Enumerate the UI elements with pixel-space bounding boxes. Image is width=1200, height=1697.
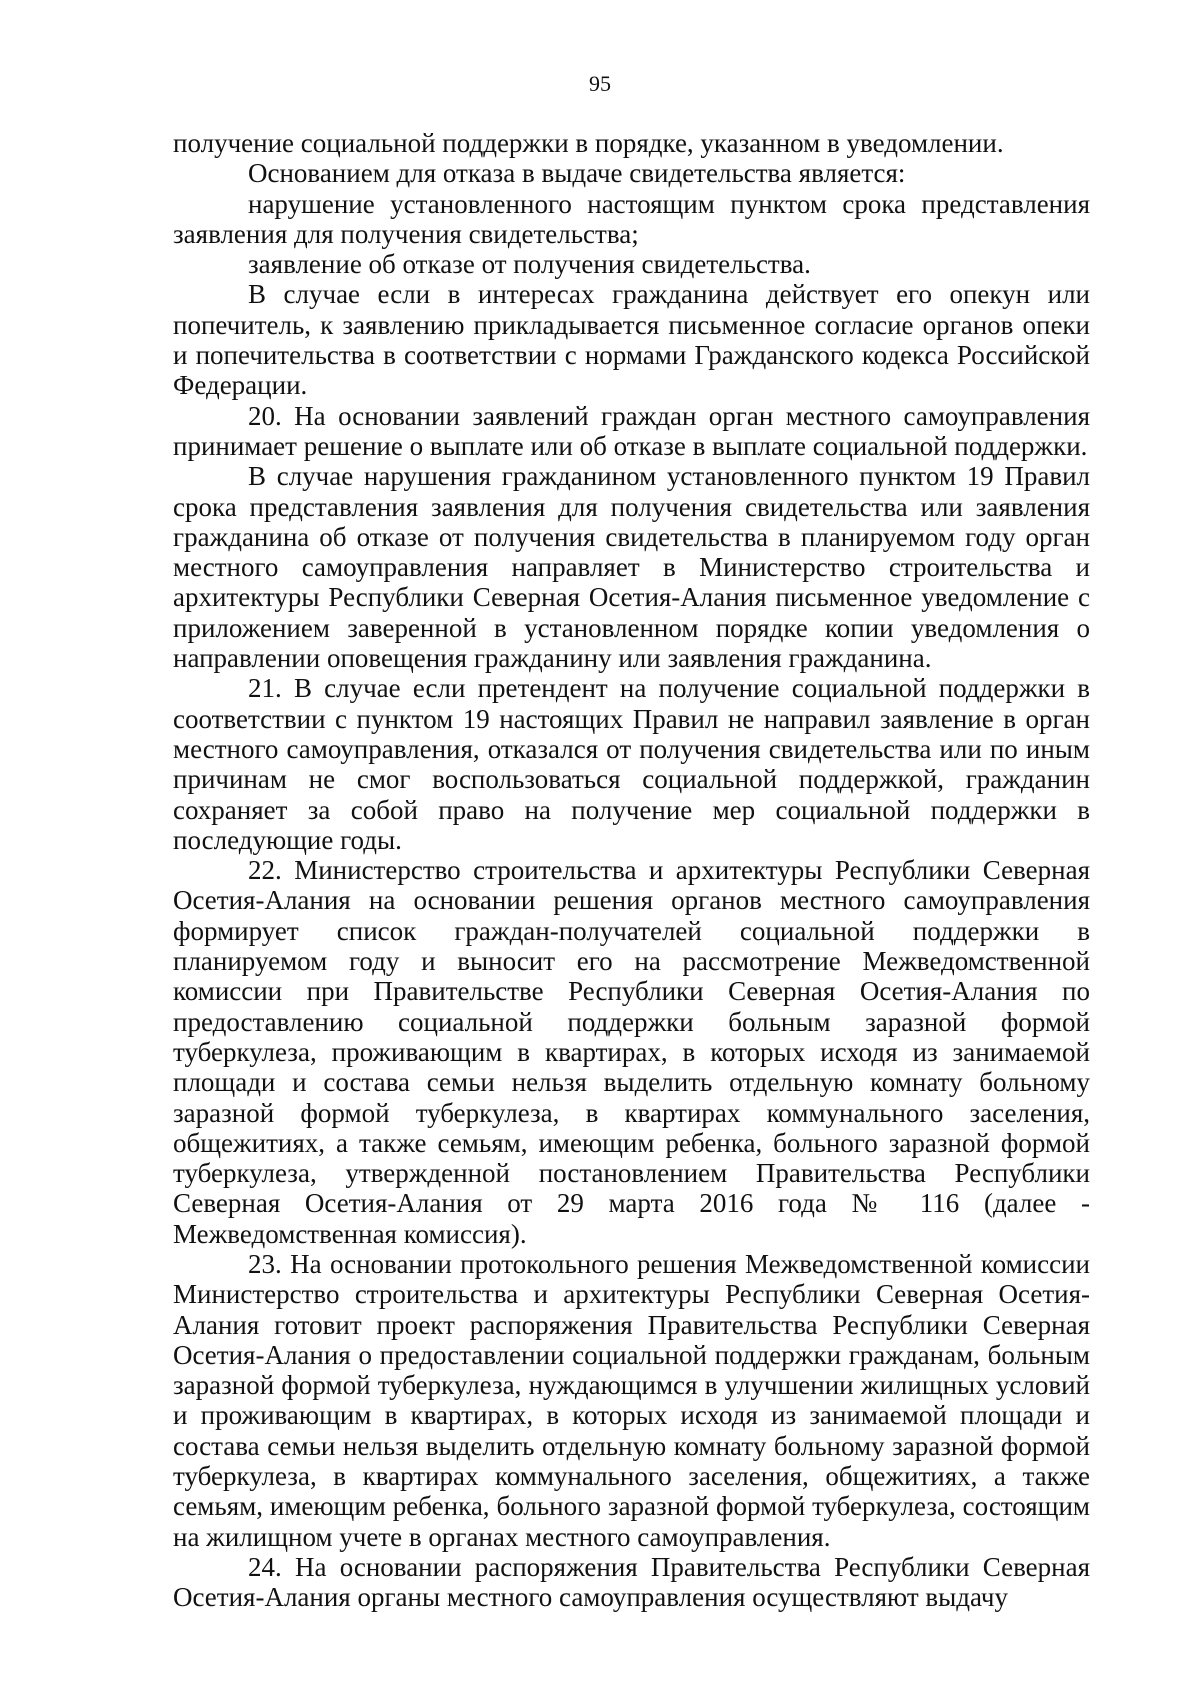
paragraph-item-21: 21. В случае если претендент на получение социальной поддержки в соответствии с пунктом 19 настоящих Правил не направил заявление в орган местного самоуправления, отказался от получения свидетельства или по иным причинам не смог воспользоваться социальной поддержкой, гражданин сохраняет за собой право на получение мер социальной поддержки в последующие годы. <box>173 673 1090 855</box>
document-body <box>173 128 1090 1613</box>
paragraph-refusal-grounds: Основанием для отказа в выдаче свидетельства является: <box>248 158 906 189</box>
paragraph-item-23: 23. На основании протокольного решения Межведомственной комиссии Министерство строительства и архитектуры Республики Северная Осетия-Алания готовит проект распоряжения Правительства Республики Северная Осетия-Алания о предоставлении социальной поддержки гражданам, больным заразной формой туберкулеза, нуждающимся в улучшении жилищных условий и проживающим в квартирах, в которых исходя из занимаемой площади и состава семьи нельзя выделить отдельную комнату больному заразной формой туберкулеза, в квартирах коммунального заселения, общежитиях, а также семьям, имеющим ребенка, больного заразной формой туберкулеза, состоящим на жилищном учете в органах местного самоуправления. <box>173 1248 1090 1552</box>
paragraph-deadline-notice: В случае нарушения гражданином установленного пунктом 19 Правил срока представления заявления для получения свидетельства или заявления гражданина об отказе от получения свидетельства в планируемом году орган местного самоуправления направляет в Министерство строительства и архитектуры Республики Северная Осетия-Алания письменное уведомление с приложением заверенной в установленном порядке копии уведомления о направлении оповещения гражданину или заявления гражданина. <box>173 461 1090 674</box>
paragraph-item-22: 22. Министерство строительства и архитектуры Республики Северная Осетия-Алания на основании решения органов местного самоуправления формирует список граждан-получателей социальной поддержки в планируемом году и выносит его на рассмотрение Межведомственной комиссии при Правительстве Республики Северная Осетия-Алания по предоставлению социальной поддержки больным заразной формой туберкулеза, проживающим в квартирах, в которых исходя из занимаемой площади и состава семьи нельзя выделить отдельную комнату больному заразной формой туберкулеза, в квартирах коммунального заселения, общежитиях, а также семьям, имеющим ребенка, больного заразной формой туберкулеза, утвержденной постановлением Правительства Республики Северная Осетия-Алания от 29 марта 2016 года № 116 (далее - Межведомственная комиссия). <box>173 855 1090 1249</box>
paragraph-guardian-consent: В случае если в интересах гражданина действует его опекун или попечитель, к заявлению прикладывается письменное согласие органов опеки и попечительства в соответствии с нормами Гражданского кодекса Российской Федерации. <box>173 279 1090 401</box>
paragraph-item-24: 24. На основании распоряжения Правительства Республики Северная Осетия-Алания органы местного самоуправления осуществляют выдачу <box>173 1551 1090 1613</box>
page-number: 95 <box>589 71 611 96</box>
paragraph-refusal-statement: заявление об отказе от получения свидетельства. <box>248 249 811 280</box>
paragraph-continuation: получение социальной поддержки в порядке, указанном в уведомлении. <box>173 128 1004 158</box>
paragraph-deadline-violation: нарушение установленного настоящим пунктом срока представления заявления для получения свидетельства; <box>173 188 1090 249</box>
paragraph-item-20: 20. На основании заявлений граждан орган местного самоуправления принимает решение о выплате или об отказе в выплате социальной поддержки. <box>173 400 1090 461</box>
